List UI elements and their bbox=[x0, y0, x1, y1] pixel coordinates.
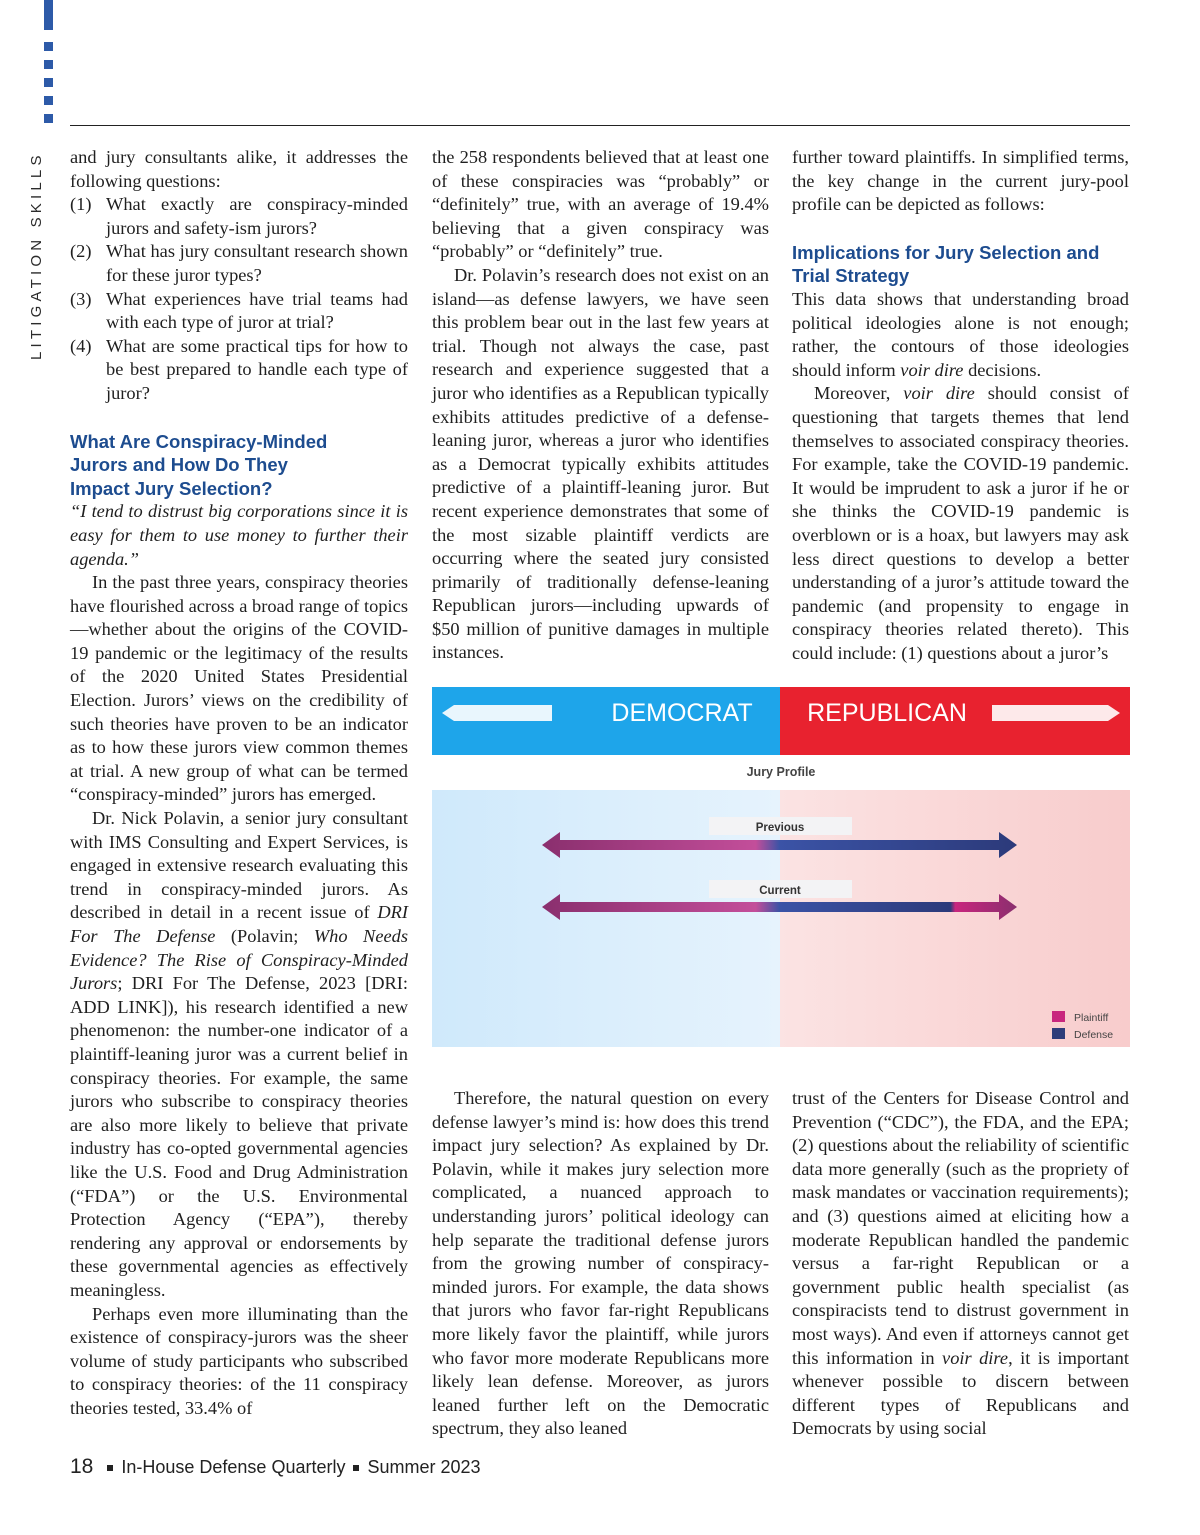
list-text: What exactly are conspiracy-minded jurors and safety-ism jurors? bbox=[106, 194, 408, 238]
left-arrow-icon bbox=[442, 705, 552, 721]
decorative-square bbox=[44, 78, 53, 87]
body-paragraph: In the past three years, conspiracy theories have flourished across a broad range of topics—whether about the origins of the COVID-19 pandemic or the legitimacy of the results of the 2020 United States Presidential Election. Jurors’ views on the credibility of such theories have proven to be an indicator as to how these jurors view common themes at trial. A new group of what can be termed “conspiracy-minded” jurors has emerged. bbox=[70, 572, 408, 805]
current-label: Current bbox=[759, 885, 801, 897]
jury-profile-diagram bbox=[432, 687, 1130, 1047]
intro-paragraph: and jury consultants alike, it addresses the following questions: bbox=[70, 147, 408, 191]
previous-label: Previous bbox=[755, 822, 805, 834]
section-heading: What Are Conspiracy-Minded Jurors and How Do They Impact Jury Selection? bbox=[70, 430, 328, 499]
top-rule bbox=[70, 125, 1130, 126]
list-text: What are some practical tips for how to be best prepared to handle each type of juror? bbox=[106, 335, 408, 403]
body-paragraph: This data shows that understanding broad political ideologies alone is not enough; rather, the contours of those ideologies should inform voir dire decisions. bbox=[792, 288, 1129, 380]
body-paragraph: Moreover, voir dire should consist of questioning that targets themes that lend themselves to associated conspiracy theories. For example, take the COVID-19 pandemic. It would be imprudent to ask a juror if he or she thinks the COVID-19 pandemic is overblown or is a hoax, but lawyers may ask less direct questions to develop a better understanding of a juror’s attitude toward the pandemic (and propensity to engage in conspiracy theories related thereto). This could include: (1) questions about a juror’s bbox=[792, 383, 1129, 663]
body-paragraph: further toward plaintiffs. In simplified terms, the key change in the current jury-pool profile can be depicted as follows: bbox=[792, 147, 1129, 215]
list-item bbox=[70, 335, 408, 406]
plaintiff-legend-label: Plaintiff bbox=[1074, 1012, 1109, 1024]
bullet-separator bbox=[107, 1465, 113, 1471]
list-number: (2) bbox=[70, 241, 92, 262]
right-arrow-icon bbox=[992, 705, 1120, 721]
column-2-top bbox=[432, 146, 769, 665]
body-paragraph: Dr. Polavin’s research does not exist on an island—as defense lawyers, we have seen this problem bear out in the last few years at trial. Though not always the case, past research and experience suggested that a juror who identifies as a Republican typically exhibits attitudes predictive of a defense-leaning juror, whereas a juror who identifies as a Democrat typically exhibits attitudes predictive of a plaintiff-leaning juror. But recent experience demonstrates that some of the most sizable plaintiff verdicts are occurring where the seated jury consisted primarily of traditionally defense-leaning Republican jurors—including upwards of $50 million of punitive damages in multiple instances. bbox=[432, 264, 769, 663]
issue-label: Summer 2023 bbox=[367, 1457, 481, 1477]
pull-quote: “I tend to distrust big corporations since it is easy for them to use money to further their agenda.” bbox=[70, 501, 408, 569]
defense-legend-swatch bbox=[1052, 1028, 1065, 1039]
list-item bbox=[70, 240, 408, 287]
list-number: (1) bbox=[70, 194, 92, 215]
section-side-label: LITIGATION SKILLS bbox=[28, 151, 45, 360]
column-1 bbox=[70, 146, 408, 1420]
decorative-square bbox=[44, 60, 53, 69]
list-text: What has jury consultant research shown for these juror types? bbox=[106, 241, 408, 285]
list-item bbox=[70, 193, 408, 240]
list-number: (3) bbox=[70, 288, 92, 309]
republican-label: REPUBLICAN bbox=[807, 699, 967, 727]
publication-name: In-House Defense Quarterly bbox=[121, 1457, 346, 1477]
decorative-bar bbox=[44, 0, 53, 30]
column-3-bottom bbox=[792, 1087, 1129, 1441]
decorative-square bbox=[44, 42, 53, 51]
defense-legend-label: Defense bbox=[1074, 1029, 1114, 1041]
column-2-bottom bbox=[432, 1087, 769, 1441]
plaintiff-legend-swatch bbox=[1052, 1011, 1065, 1022]
section-heading: Implications for Jury Selection and Trial Strategy bbox=[792, 241, 1100, 287]
body-paragraph: Perhaps even more illuminating than the existence of conspiracy-jurors was the sheer volume of study participants who subscribed to conspiracy theories: of the 11 conspiracy theories tested, 33.4% of bbox=[70, 1303, 408, 1418]
democrat-label: DEMOCRAT bbox=[611, 699, 753, 727]
list-text: What experiences have trial teams had with each type of juror at trial? bbox=[106, 288, 408, 333]
body-paragraph: Dr. Nick Polavin, a senior jury consultant with IMS Consulting and Expert Services, is engaged in extensive research evaluating this trend in conspiracy-minded jurors. As described in detail in a recent issue of DRI For The Defense (Polavin; Who Needs Evidence? The Rise of Conspiracy-Minded Jurors; DRI For The Defense, 2023 [DRI: ADD LINK]), his research identified a new phenomenon: the number-one indicator of a plaintiff-leaning juror was a current belief in conspiracy theories. For example, the same jurors who subscribe to conspiracy theories are also more likely to believe that private industry has co-opted governmental agencies like the U.S. Food and Drug Administration (“FDA”) or the U.S. Environmental Protection Agency (“EPA”), thereby rendering any approval or endorsements by these governmental agencies as effectively meaningless. bbox=[70, 808, 408, 1300]
jury-profile-figure bbox=[432, 687, 1130, 1047]
page-footer bbox=[70, 1455, 481, 1479]
decorative-square bbox=[44, 114, 53, 123]
body-paragraph: Therefore, the natural question on every defense lawyer’s mind is: how does this trend impact jury selection? As explained by Dr. Polavin, while it makes jury selection more complicated, a nuanced approach to understanding jurors’ political ideology can help separate the traditional defense jurors from the growing number of conspiracy-minded jurors. For example, the data shows that jurors who favor far-right Republicans more likely favor the plaintiff, while jurors who favor more moderate Republicans more likely lean defense. Moreover, as jurors leaned further left on the Democratic spectrum, they also leaned bbox=[432, 1088, 769, 1439]
question-list bbox=[70, 193, 408, 405]
column-3-top bbox=[792, 146, 1129, 665]
body-paragraph: trust of the Centers for Disease Control and Prevention (“CDC”), the FDA, and the EPA; (2) questions about the reliability of scientific data more generally (such as the propriety of mask mandates or vaccination requirements); and (3) questions aimed at eliciting how a moderate Republican handled the pandemic versus a far-right Republican or a government public health specialist (as conspiracists tend to distrust government in most ways). And even if attorneys cannot get this information in voir dire, it is important whenever possible to discern between different types of Republicans and Democrats by using social bbox=[792, 1088, 1129, 1439]
list-item bbox=[70, 288, 408, 335]
page-number: 18 bbox=[70, 1455, 94, 1478]
bullet-separator bbox=[353, 1465, 359, 1471]
body-paragraph: the 258 respondents believed that at least one of these conspiracies was “probably” or “definitely” true, with an average of 19.4% believing that a given conspiracy was “probably” or “definitely” true. bbox=[432, 147, 769, 262]
decorative-square bbox=[44, 96, 53, 105]
list-number: (4) bbox=[70, 335, 92, 356]
chart-title: Jury Profile bbox=[746, 765, 816, 779]
